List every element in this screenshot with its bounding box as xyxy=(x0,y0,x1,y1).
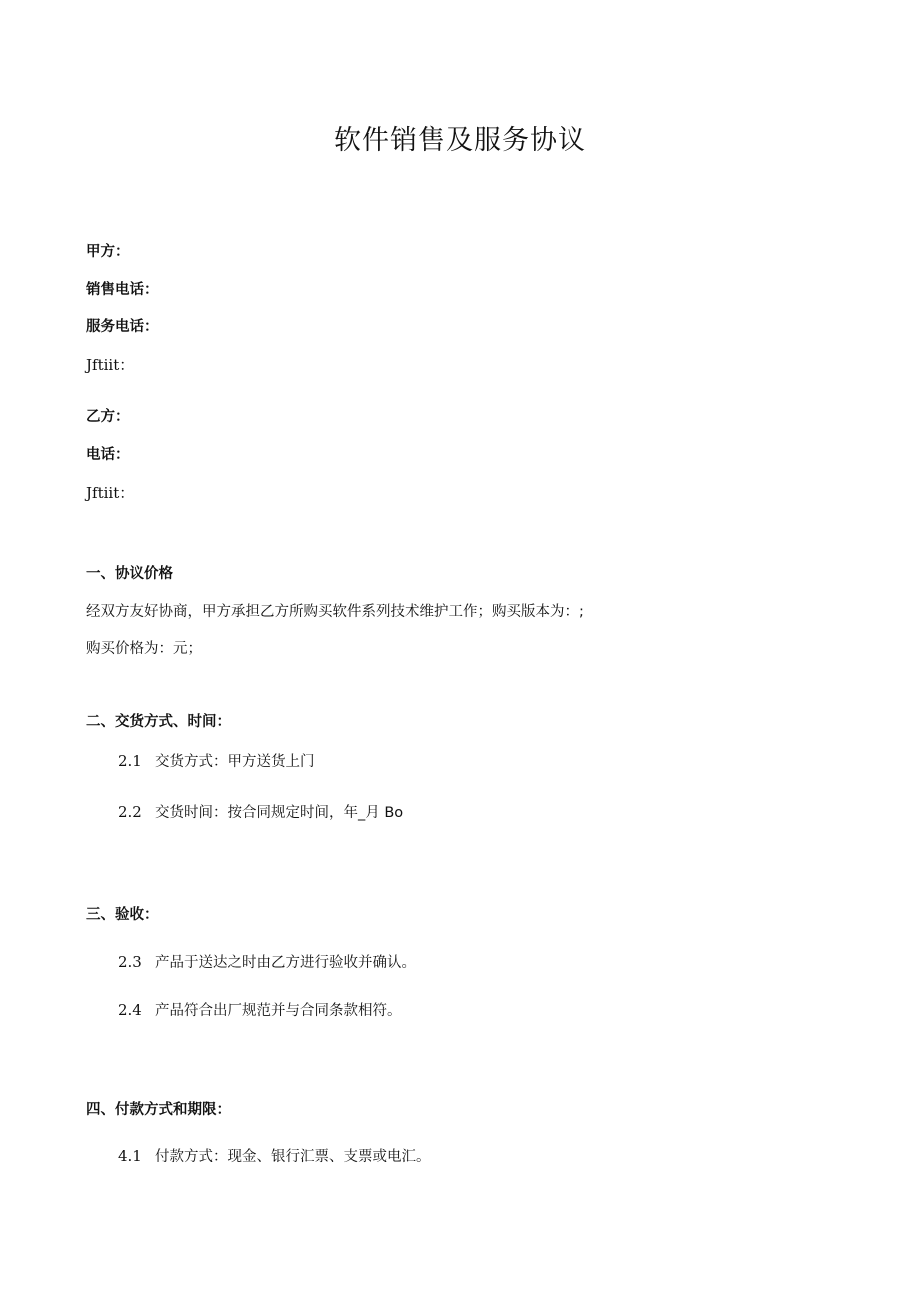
clause-number: 2.4 xyxy=(118,1001,142,1019)
party-a-address-label: Jftiit： xyxy=(86,356,135,374)
clause-text: 付款方式：现金、银行汇票、支票或电汇。 xyxy=(155,1149,431,1165)
party-b-address-label: Jftiit： xyxy=(86,484,135,502)
section-heading-delivery: 二、交货方式、时间： xyxy=(86,714,231,730)
price-paragraph: 购买价格为：元； xyxy=(86,641,202,657)
clause-item xyxy=(118,750,315,771)
clause-item xyxy=(118,801,403,822)
party-b-label: 乙方： xyxy=(86,409,130,425)
clause-item xyxy=(118,1145,431,1166)
clause-item xyxy=(118,999,402,1020)
clause-text: 产品符合出厂规范并与合同条款相符。 xyxy=(155,1003,402,1019)
clause-number: 2.2 xyxy=(118,803,142,821)
service-phone-label: 服务电话： xyxy=(86,319,159,335)
section-heading-acceptance: 三、验收： xyxy=(86,907,159,923)
party-a-label: 甲方： xyxy=(86,244,130,260)
section-heading-payment: 四、付款方式和期限： xyxy=(86,1102,231,1118)
clause-number: 4.1 xyxy=(118,1147,142,1165)
section-heading-price: 一、协议价格 xyxy=(86,566,173,582)
party-b-phone-label: 电话： xyxy=(86,447,130,463)
clause-number: 2.3 xyxy=(118,953,142,971)
document-title: 软件销售及服务协议 xyxy=(334,125,586,156)
clause-text: 交货时间：按合同规定时间，年_月 Bo xyxy=(155,805,404,821)
price-paragraph: 经双方友好协商，甲方承担乙方所购买软件系列技术维护工作；购买版本为：; xyxy=(86,604,584,620)
clause-text: 交货方式：甲方送货上门 xyxy=(155,754,315,770)
clause-number: 2.1 xyxy=(118,752,142,770)
clause-item xyxy=(118,951,416,972)
clause-text: 产品于送达之时由乙方进行验收并确认。 xyxy=(155,955,416,971)
sales-phone-label: 销售电话： xyxy=(86,282,159,298)
